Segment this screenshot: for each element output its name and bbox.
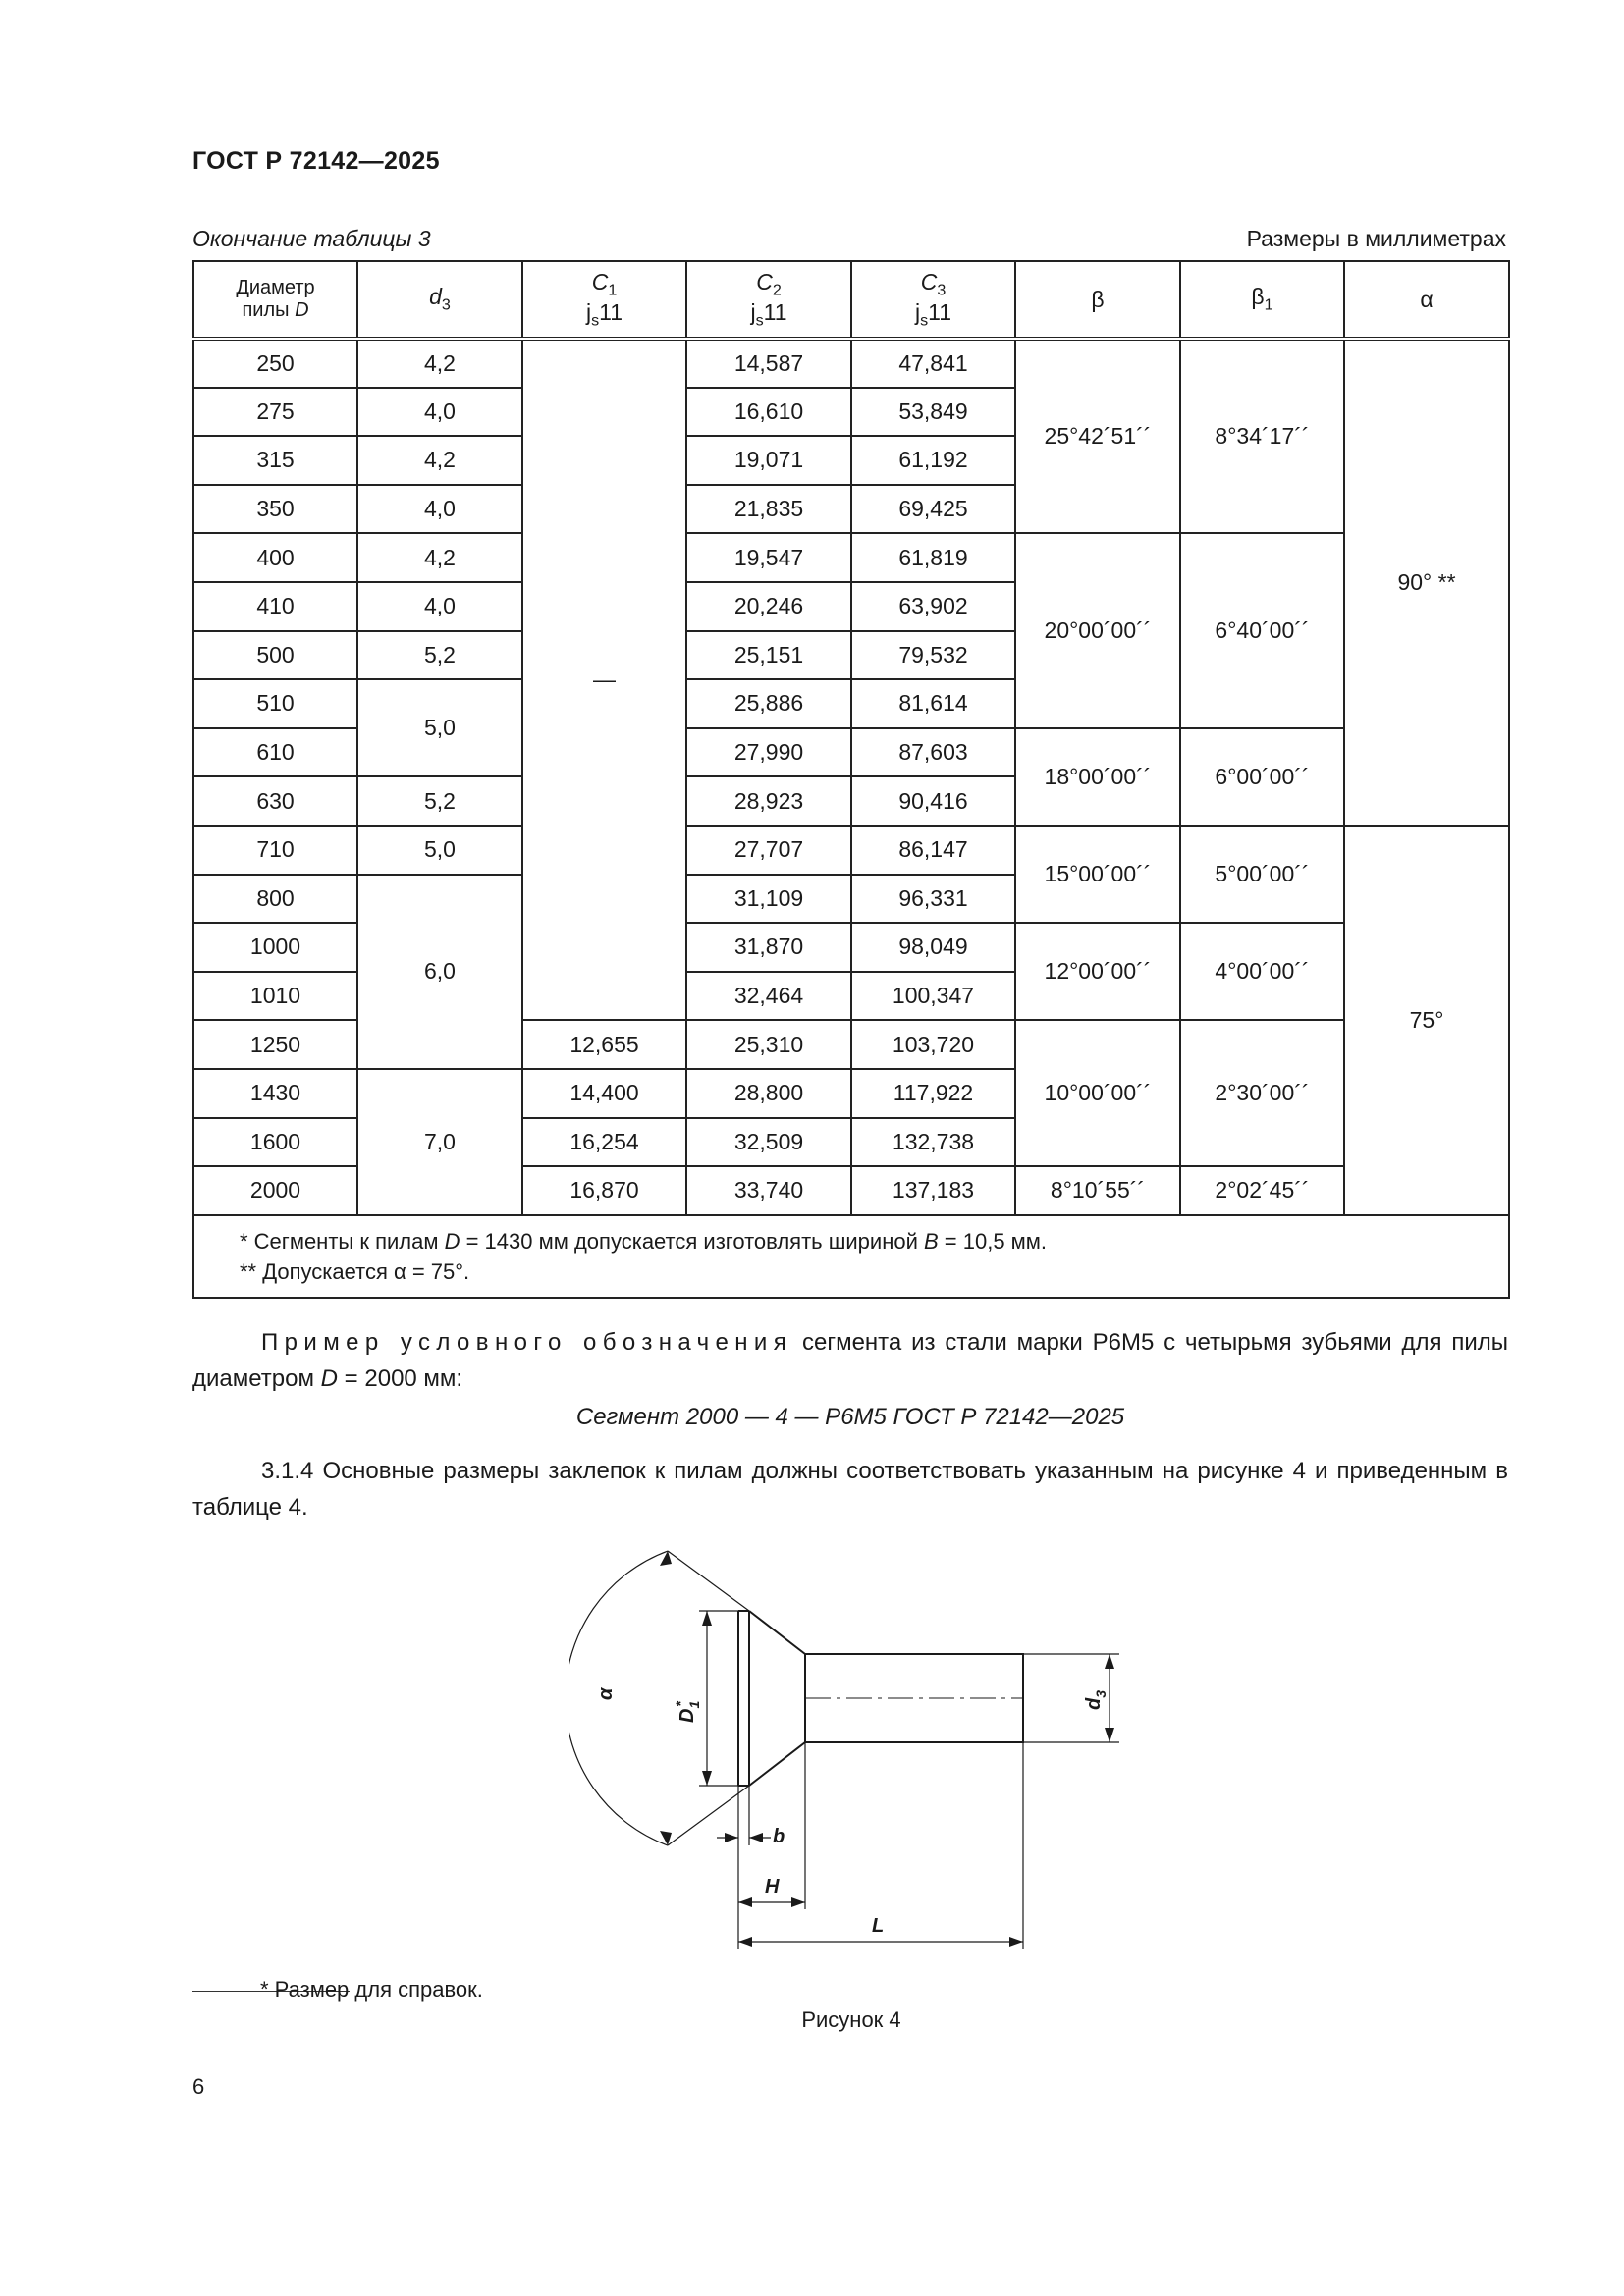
table-notes <box>193 1215 1509 1298</box>
cell-D: 630 <box>193 776 357 826</box>
cell-c1: 16,870 <box>522 1166 686 1215</box>
cell-beta1: 2°30´00´´ <box>1180 1020 1344 1166</box>
cell-c3: 69,425 <box>851 485 1015 534</box>
cell-c2: 33,740 <box>686 1166 851 1215</box>
col-header-d3: $d_3$ <box>357 261 522 339</box>
label-d1: $D_1*$ <box>673 1700 702 1723</box>
figure-caption: Рисунок 4 <box>801 2007 901 2032</box>
cell-D: 610 <box>193 728 357 777</box>
figure-footnote: * Размер для справок. <box>260 1977 483 2002</box>
cell-d3: 5,2 <box>357 776 522 826</box>
cell-c1: 14,400 <box>522 1069 686 1118</box>
cell-c2: 14,587 <box>686 339 851 388</box>
cell-c3: 96,331 <box>851 875 1015 924</box>
cell-d3: 6,0 <box>357 875 522 1069</box>
dimensions-table <box>192 260 1510 1299</box>
col-header-c2: $C_2$ $j_s11$ <box>686 261 851 339</box>
label-b: b <box>773 1826 785 1847</box>
cell-c2: 21,835 <box>686 485 851 534</box>
table-caption: Окончание таблицы 3 <box>192 226 431 251</box>
cell-c1: 16,254 <box>522 1118 686 1167</box>
cell-beta: 25°42´51´´ <box>1015 339 1180 533</box>
cell-alpha: 75° <box>1344 826 1509 1215</box>
cell-D: 1600 <box>193 1118 357 1167</box>
cell-D: 2000 <box>193 1166 357 1215</box>
cell-c3: 87,603 <box>851 728 1015 777</box>
cell-d3: 4,2 <box>357 339 522 388</box>
cell-beta: 15°00´00´´ <box>1015 826 1180 923</box>
label-l: L <box>872 1915 885 1937</box>
label-h: H <box>765 1876 780 1897</box>
cell-beta: 8°10´55´´ <box>1015 1166 1180 1215</box>
cell-d3: 4,2 <box>357 436 522 485</box>
cell-D: 315 <box>193 436 357 485</box>
cell-beta1: 6°00´00´´ <box>1180 728 1344 826</box>
page-number: 6 <box>192 2074 205 2099</box>
cell-c3: 117,922 <box>851 1069 1015 1118</box>
cell-c2: 27,990 <box>686 728 851 777</box>
col-header-beta: β <box>1015 261 1180 339</box>
cell-D: 510 <box>193 679 357 728</box>
note-2: ** Допускается α = 75°. <box>240 1258 470 1284</box>
cell-beta: 20°00´00´´ <box>1015 533 1180 727</box>
cell-c3: 100,347 <box>851 972 1015 1021</box>
cell-c2: 27,707 <box>686 826 851 875</box>
cell-D: 350 <box>193 485 357 534</box>
label-d3: $d_3$ <box>1083 1689 1109 1710</box>
cell-c2: 20,246 <box>686 582 851 631</box>
head-cone-top <box>749 1611 805 1654</box>
cell-beta1: 6°40´00´´ <box>1180 533 1344 727</box>
cell-c3: 132,738 <box>851 1118 1015 1167</box>
col-header-alpha: α <box>1344 261 1509 339</box>
cell-c2: 16,610 <box>686 388 851 437</box>
table-row <box>193 339 1509 388</box>
cell-c3: 79,532 <box>851 631 1015 680</box>
cell-d3: 4,0 <box>357 388 522 437</box>
cell-c2: 25,310 <box>686 1020 851 1069</box>
cell-d3: 7,0 <box>357 1069 522 1215</box>
cell-D: 410 <box>193 582 357 631</box>
cell-D: 800 <box>193 875 357 924</box>
head-cone-bottom <box>749 1742 805 1786</box>
table-row <box>193 826 1509 875</box>
cell-c3: 86,147 <box>851 826 1015 875</box>
cell-D: 500 <box>193 631 357 680</box>
cell-D: 1250 <box>193 1020 357 1069</box>
cell-c2: 28,800 <box>686 1069 851 1118</box>
designation-example-paragraph: Пример условного обозначения сегмента из стали марки Р6М5 с четырьмя зубьями для пилы диаметром D = 2000 мм: <box>192 1329 1508 1392</box>
designation-formula: Сегмент 2000 — 4 — Р6М5 ГОСТ Р 72142—2025 <box>575 1404 1125 1430</box>
cell-D: 1010 <box>193 972 357 1021</box>
cell-beta: 12°00´00´´ <box>1015 923 1180 1020</box>
cell-alpha: 90° ** <box>1344 339 1509 826</box>
cell-d3: 4,0 <box>357 485 522 534</box>
cell-c3: 103,720 <box>851 1020 1015 1069</box>
cell-c3: 90,416 <box>851 776 1015 826</box>
cell-c2: 19,071 <box>686 436 851 485</box>
cell-c2: 31,870 <box>686 923 851 972</box>
cell-D: 250 <box>193 339 357 388</box>
cell-beta1: 2°02´45´´ <box>1180 1166 1344 1215</box>
cell-d3: 4,0 <box>357 582 522 631</box>
table-units: Размеры в миллиметрах <box>1246 226 1506 251</box>
table-row <box>193 533 1509 582</box>
cell-c3: 98,049 <box>851 923 1015 972</box>
cell-c3: 137,183 <box>851 1166 1015 1215</box>
cell-D: 710 <box>193 826 357 875</box>
cell-d3: 5,0 <box>357 826 522 875</box>
cell-c1-dash: — <box>522 339 686 1020</box>
cell-c3: 53,849 <box>851 388 1015 437</box>
cell-c2: 31,109 <box>686 875 851 924</box>
cell-c3: 61,819 <box>851 533 1015 582</box>
cell-c3: 61,192 <box>851 436 1015 485</box>
cell-D: 1430 <box>193 1069 357 1118</box>
cell-c2: 19,547 <box>686 533 851 582</box>
table-header-row <box>193 261 1509 339</box>
cell-c2: 28,923 <box>686 776 851 826</box>
cell-beta1: 4°00´00´´ <box>1180 923 1344 1020</box>
cell-c2: 32,509 <box>686 1118 851 1167</box>
paragraph-3-1-4: 3.1.4 Основные размеры заклепок к пилам должны соответствовать указанным на рисунке 4 и приведенным в таблице 4. <box>192 1458 1508 1521</box>
label-alpha: α <box>595 1687 617 1700</box>
cell-c2: 32,464 <box>686 972 851 1021</box>
col-header-c3: $C_3$ $j_s11$ <box>851 261 1015 339</box>
cell-beta1: 8°34´17´´ <box>1180 339 1344 533</box>
rivet-drawing <box>569 1541 1139 1953</box>
col-header-diameter: Диаметр пилы D <box>193 261 357 339</box>
cell-d3: 5,0 <box>357 679 522 776</box>
cell-c3: 63,902 <box>851 582 1015 631</box>
cell-c1: 12,655 <box>522 1020 686 1069</box>
cell-D: 275 <box>193 388 357 437</box>
note-1: * Сегменты к пилам D = 1430 мм допускается изготовлять шириной B = 10,5 мм. <box>240 1228 1048 1254</box>
col-header-c1: $C_1$ $j_s11$ <box>522 261 686 339</box>
cell-d3: 4,2 <box>357 533 522 582</box>
cell-D: 400 <box>193 533 357 582</box>
table-notes-row <box>193 1215 1509 1298</box>
cell-c3: 47,841 <box>851 339 1015 388</box>
standard-header: ГОСТ Р 72142—2025 <box>192 147 440 175</box>
cell-c2: 25,886 <box>686 679 851 728</box>
cell-c3: 81,614 <box>851 679 1015 728</box>
cell-c2: 25,151 <box>686 631 851 680</box>
cell-beta: 10°00´00´´ <box>1015 1020 1180 1166</box>
col-header-beta1: $\beta_1$ <box>1180 261 1344 339</box>
cell-D: 1000 <box>193 923 357 972</box>
cell-beta1: 5°00´00´´ <box>1180 826 1344 923</box>
cell-d3: 5,2 <box>357 631 522 680</box>
angle-arc <box>569 1551 668 1845</box>
cell-beta: 18°00´00´´ <box>1015 728 1180 826</box>
